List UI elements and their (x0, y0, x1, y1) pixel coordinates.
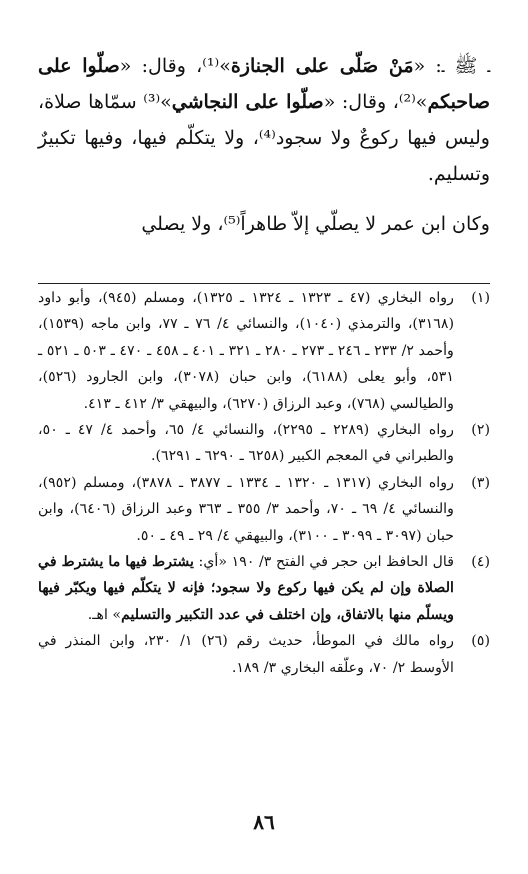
footnote-text: رواه مالك في الموطأ، حديث رقم (٢٦) ١/ ٢٣٠، وابن المنذر في الأوسط ٢/ ٧٠، وعلّقه البخاري ٣/ ١٨٩. (38, 633, 454, 676)
footnote-quote: يشترط فيها ما يشترط في الصلاة وإن لم يكن فيها ركوع ولا سجود؛ فإنه لا يتكلّم فيها ويكبّر فيها ويسلّم منها بالاتفاق، وإن اختلف في عدد التكبير والتسليم (38, 554, 454, 623)
hadith-quote-janaza: مَنْ صَلّى على الجنازة (230, 55, 414, 77)
footnote-2 (38, 417, 490, 470)
footnote-4 (38, 549, 490, 628)
main-text-segment: »⁽³⁾ سمّاها صلاة، وليس فيها ركوعٌ ولا سجود⁽⁴⁾، ولا يتكلّم فيها، وفيها تكبيرٌ وتسليم. (38, 91, 490, 185)
hadith-quote-najashi: صلّوا على النجاشي (171, 91, 324, 113)
footnote-text: رواه البخاري (٢٢٨٩ ـ ٢٢٩٥)، والنسائي ٤/ ٦٥، وأحمد ٤/ ٤٧ ـ ٥٠، والطبراني في المعجم الكبير (٦٢٥٨ ـ ٦٢٩٠ ـ ٦٢٩١). (38, 422, 454, 465)
footnote-text: رواه البخاري (٤٧ ـ ١٣٢٣ ـ ١٣٢٤ ـ ١٣٢٥)، ومسلم (٩٤٥)، وأبو داود (٣١٦٨)، والترمذي (١٠٤٠)، والنسائي ٤/ ٧٦ ـ ٧٧، وابن ماجه (١٥٣٩)، وأحمد ٢/ ٢٣٣ ـ ٢٤٦ ـ ٢٧٣ ـ ٢٨٠ ـ ٣٢١ ـ ٤٠١ ـ ٤٥٨ ـ ٤٧٠ ـ ٥٠٣ ـ ٥٢١ ـ ٥٣١، وأبو يعلى (٦١٨٨)، وابن حبان (٣٠٧٨)، وابن الجارود (٥٢٦)، والطيالسي (٧٦٨)، وعبد الرزاق (٦٢٧٠)، والبيهقي ٣/ ٤١٢ ـ ٤١٣. (38, 290, 454, 412)
footnote-1 (38, 285, 490, 417)
footnote-text (38, 549, 454, 628)
footnote-closing: » اهـ. (87, 606, 122, 623)
footnote-number: (٥) (471, 633, 490, 650)
main-text (38, 48, 490, 242)
main-text-segment: »⁽²⁾، وقال: « (323, 91, 428, 113)
footnote-number: (٢) (471, 422, 490, 439)
main-paragraph-1 (38, 48, 490, 192)
page-number: ٨٦ (253, 810, 275, 834)
footnote-number: (٣) (471, 474, 490, 491)
hadith-quote-sahibikum: صلّوا على صاحبكم (38, 55, 490, 113)
main-text-segment: »⁽¹⁾، وقال: « (119, 55, 231, 77)
footnote-3 (38, 470, 490, 549)
footnote-text: رواه البخاري (١٣١٧ ـ ١٣٢٠ ـ ١٣٣٤ ـ ٣٨٧٧ ـ ٣٨٧٨)، ومسلم (٩٥٢)، والنسائي ٤/ ٦٩ ـ ٧٠، وأحمد ٣/ ٣٥٥ ـ ٣٦٣ وعبد الرزاق (٦٤٠٦)، وابن حبان (٣٠٩٧ ـ ٣٠٩٩ ـ ٣١٠٠)، والبيهقي ٤/ ٢٩ ـ ٤٩ ـ ٥٠. (38, 474, 454, 544)
footnote-number: (١) (471, 290, 490, 306)
footnote-number: (٤) (471, 554, 490, 571)
footnote-5 (38, 628, 490, 681)
footnotes-section (38, 285, 490, 681)
footnote-citation: قال الحافظ ابن حجر في الفتح ٣/ ١٩٠ «أي: (194, 554, 454, 571)
footnote-divider (38, 283, 490, 284)
main-paragraph-2: وكان ابن عمر لا يصلّي إلاّ طاهراً⁽⁵⁾، ولا يصلي (141, 213, 490, 235)
prophet-salutation-text: ـ ﷺ ـ: « (413, 55, 490, 77)
